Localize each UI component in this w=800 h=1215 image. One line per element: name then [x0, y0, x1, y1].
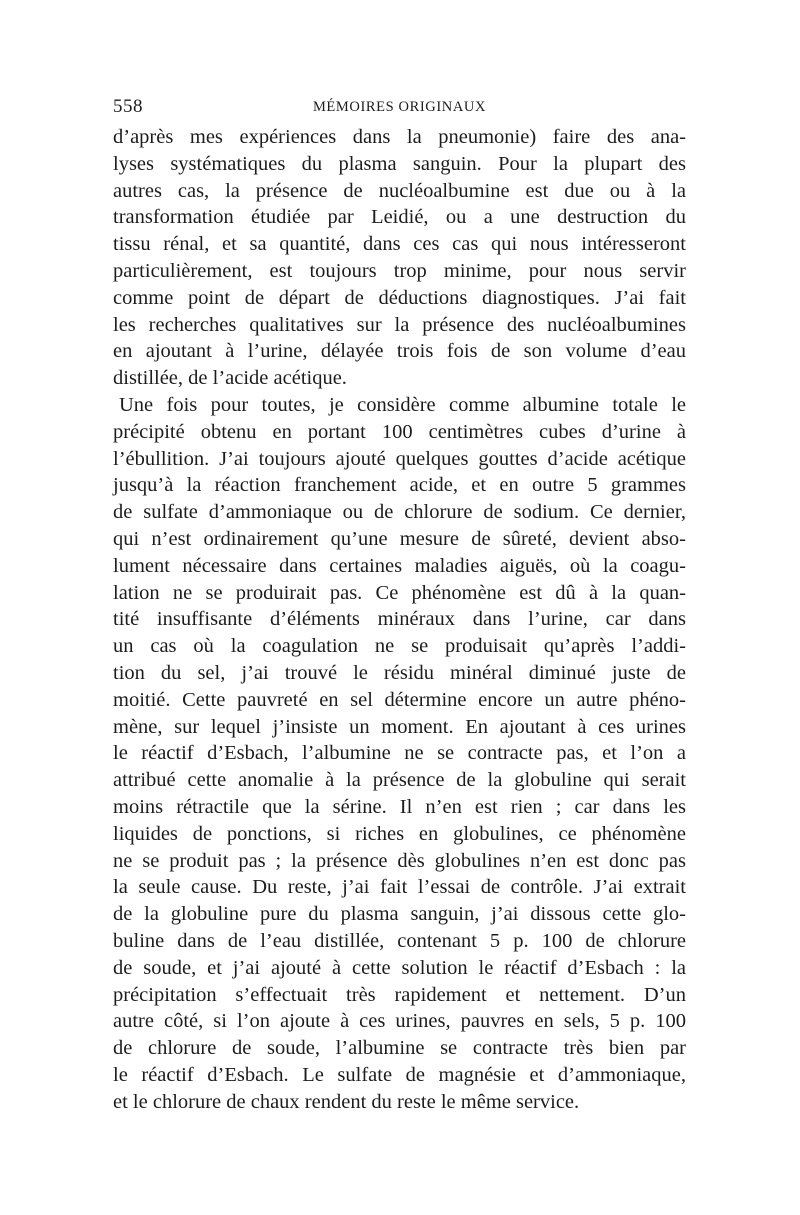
text-line: autres cas, la présence de nucléoalbumine est due ou à la [113, 179, 686, 202]
text-line: un cas où la coagulation ne se produisait qu’après l’addi- [113, 635, 686, 658]
text-line: l’ébullition. J’ai toujours ajouté quelques gouttes d’acide acétique [113, 447, 686, 470]
text-line: en ajoutant à l’urine, délayée trois fois de son volume d’eau [113, 340, 686, 363]
text-line: de sulfate d’ammoniaque ou de chlorure de sodium. Ce dernier, [113, 501, 686, 524]
text-line: buline dans de l’eau distillée, contenant 5 p. 100 de chlorure [113, 929, 686, 952]
text-line: de la globuline pure du plasma sanguin, j’ai dissous cette glo- [113, 903, 686, 926]
text-line: lyses systématiques du plasma sanguin. Pour la plupart des [113, 152, 686, 175]
text-line: tion du sel, j’ai trouvé le résidu minéral diminué juste de [113, 661, 686, 684]
text-line: Une fois pour toutes, je considère comme albumine totale le [119, 393, 686, 416]
text-line: précipité obtenu en portant 100 centimètres cubes d’urine à [113, 420, 686, 443]
text-line: mène, sur lequel j’insiste un moment. En ajoutant à ces urines [113, 715, 686, 738]
text-line: lument nécessaire dans certaines maladies aiguës, où la coagu- [113, 554, 686, 577]
text-line: précipitation s’effectuait très rapidement et nettement. D’un [113, 983, 686, 1006]
text-line: liquides de ponctions, si riches en globulines, ce phénomène [113, 822, 686, 845]
text-line: moins rétractile que la sérine. Il n’en est rien ; car dans les [113, 795, 686, 818]
text-line: attribué cette anomalie à la présence de la globuline qui serait [113, 769, 686, 792]
text-line: la seule cause. Du reste, j’ai fait l’essai de contrôle. J’ai extrait [113, 876, 686, 899]
text-line: d’après mes expériences dans la pneumonie) faire des ana- [113, 126, 686, 148]
text-line: jusqu’à la réaction franchement acide, et en outre 5 grammes [113, 474, 686, 497]
text-line: les recherches qualitatives sur la présence des nucléoalbumines [113, 313, 686, 336]
text-line: le réactif d’Esbach. Le sulfate de magnésie et d’ammoniaque, [113, 1063, 686, 1086]
text-line: ne se produit pas ; la présence dès globulines n’en est donc pas [113, 849, 686, 872]
text-line: tissu rénal, et sa quantité, dans ces cas qui nous intéresseront [113, 233, 686, 256]
text-line: distillée, de l’acide acétique. [113, 367, 347, 390]
text-line: transformation étudiée par Leidié, ou a une destruction du [113, 206, 686, 229]
text-line: le réactif d’Esbach, l’albumine ne se contracte pas, et l’on a [113, 742, 686, 765]
text-line: moitié. Cette pauvreté en sel détermine encore un autre phéno- [113, 688, 686, 711]
text-line: particulièrement, est toujours trop minime, pour nous servir [113, 259, 686, 282]
text-line: comme point de départ de déductions diagnostiques. J’ai fait [113, 286, 686, 309]
text-line: tité insuffisante d’éléments minéraux dans l’urine, car dans [113, 608, 686, 631]
body-text [113, 124, 686, 1115]
text-line: et le chlorure de chaux rendent du reste le même service. [113, 1090, 580, 1113]
page-header [113, 96, 686, 120]
text-line: de soude, et j’ai ajouté à cette solution le réactif d’Esbach : la [113, 956, 686, 979]
page-number: 558 [113, 96, 143, 117]
text-line: lation ne se produirait pas. Ce phénomène est dû à la quan- [113, 581, 686, 604]
text-line: de chlorure de soude, l’albumine se contracte très bien par [113, 1037, 686, 1060]
running-title: MÉMOIRES ORIGINAUX [312, 99, 487, 115]
text-line: qui n’est ordinairement qu’une mesure de sûreté, devient abso- [113, 527, 686, 550]
text-line: autre côté, si l’on ajoute à ces urines, pauvres en sels, 5 p. 100 [113, 1010, 686, 1033]
